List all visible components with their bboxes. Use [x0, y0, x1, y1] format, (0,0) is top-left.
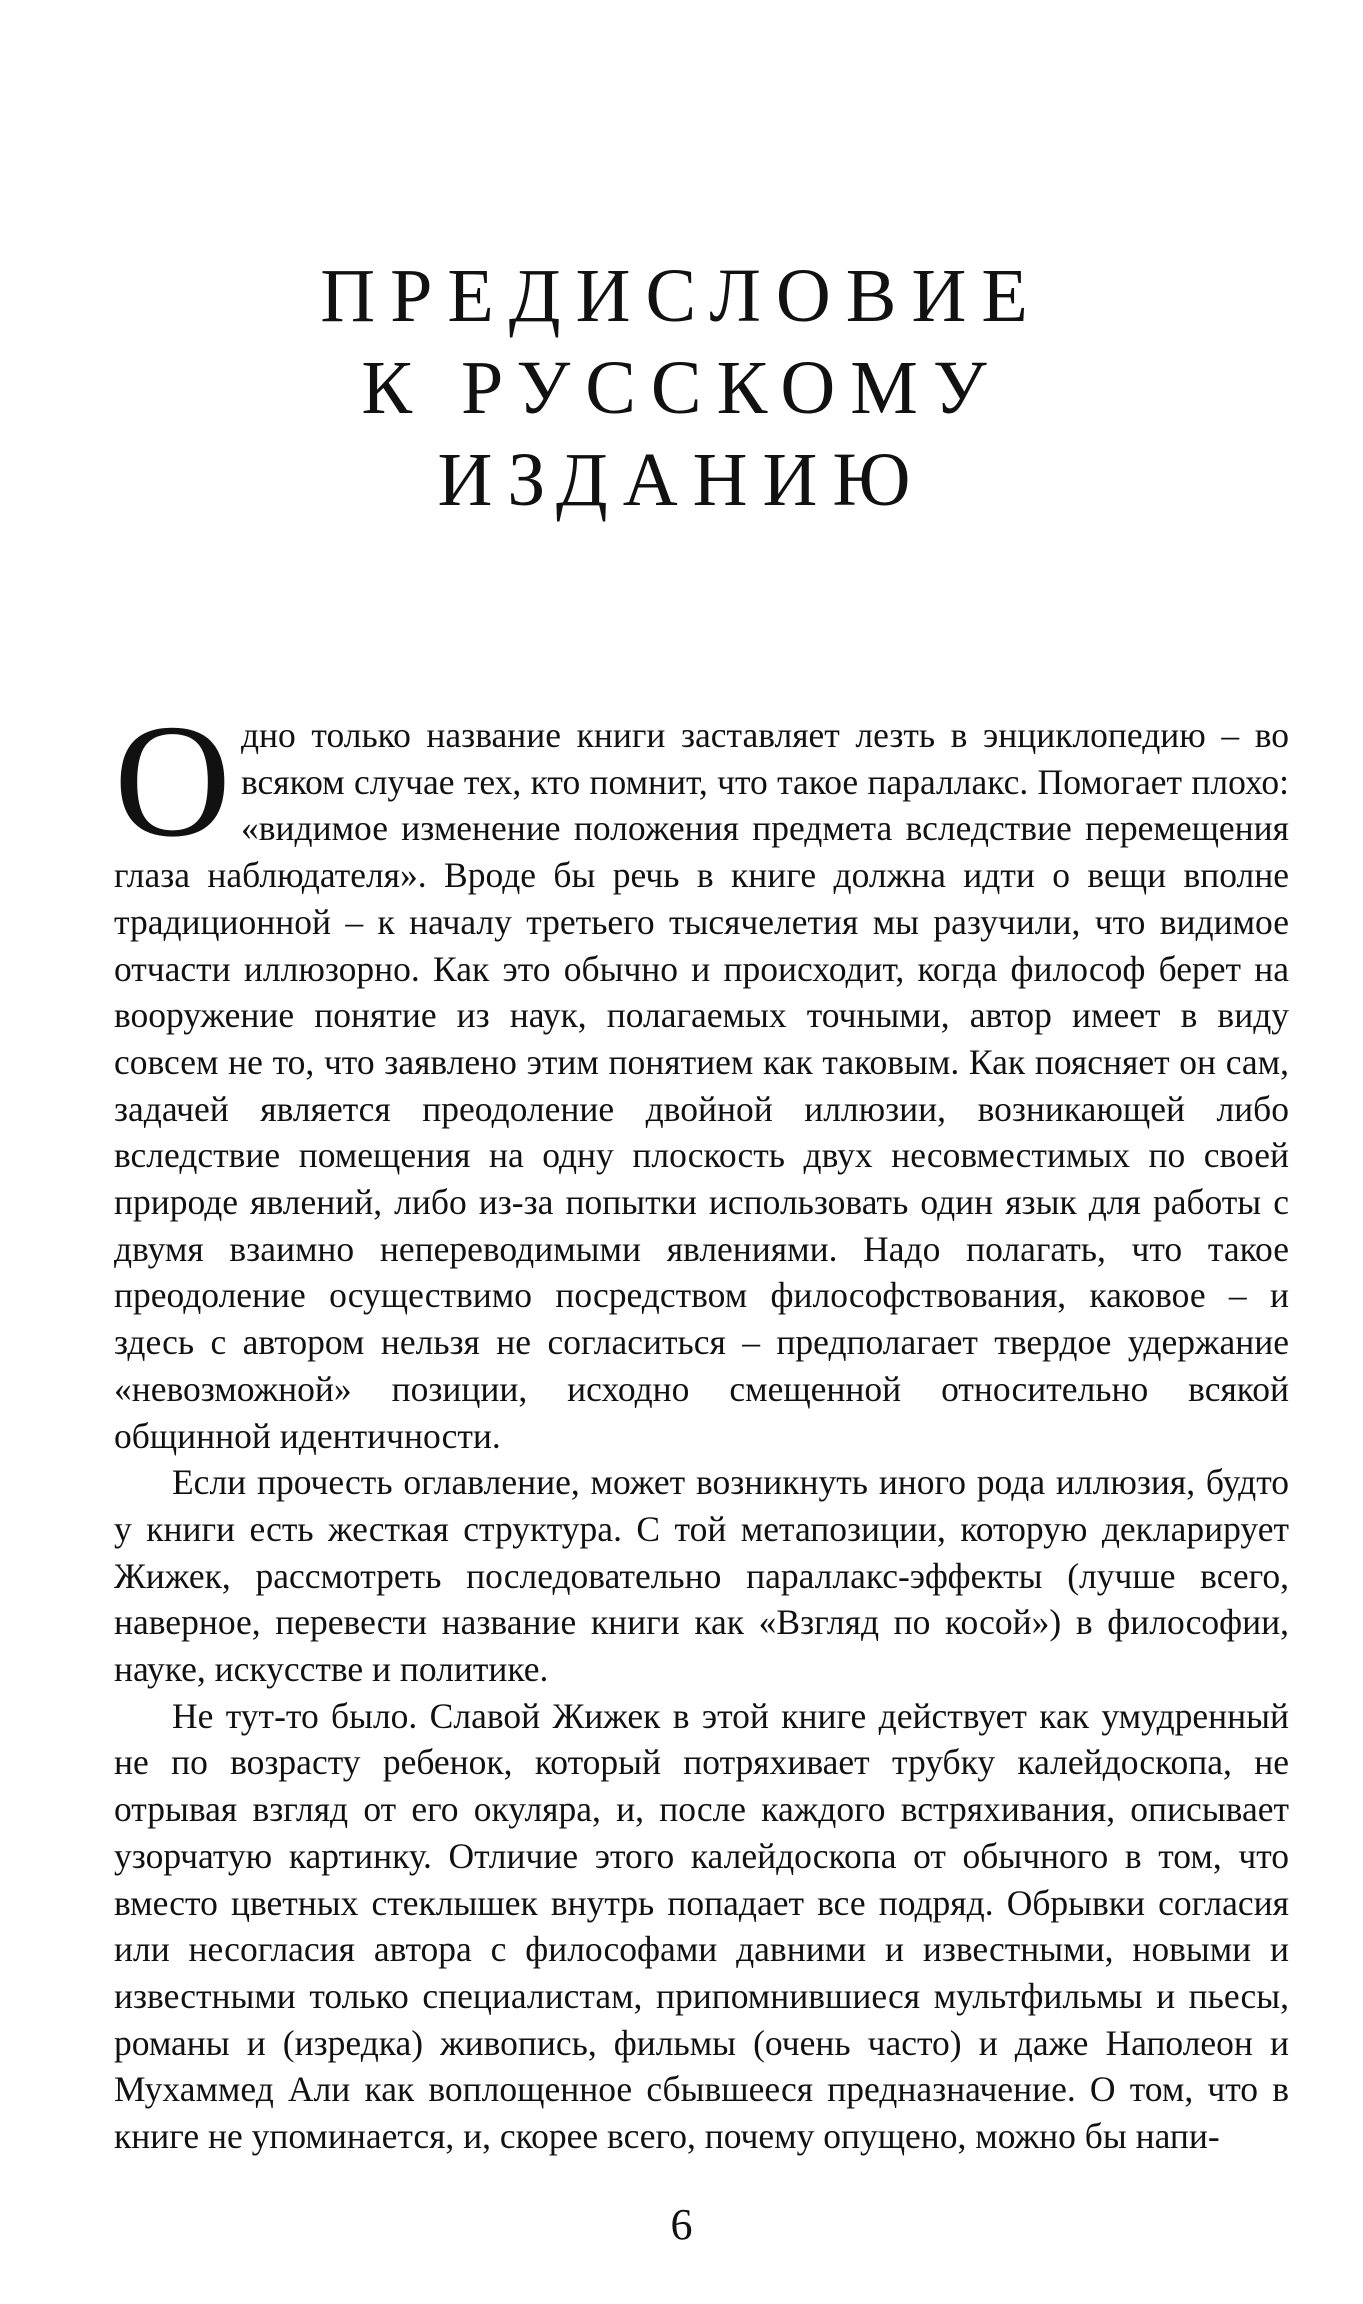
paragraph-2: Если прочесть оглавление, может возникнуть иного рода иллюзия, будто у книги есть жесткая структура. С той метапозиции, которую декларирует Жижек, рассмотреть последовательно параллакс-эффекты (лучше всего, наверное, перевести название книги как «Взгляд по косой») в философии, науке, искусстве и политике. [114, 1462, 1289, 1690]
heading-line-3: ИЗДАНИЮ [437, 438, 926, 522]
body-text [114, 692, 1289, 2160]
drop-cap: О [114, 692, 231, 871]
chapter-heading [0, 250, 1363, 526]
heading-line-1: ПРЕДИСЛОВИЕ [320, 254, 1043, 338]
heading-line-2: К РУССКОМУ [361, 346, 1002, 430]
page-number: 6 [670, 2200, 693, 2249]
paragraph-1-text: дно только название книги заставляет лезть в энциклопедию – во всяком случае тех, кто помнит, что такое параллакс. Помогает плохо: «видимое изменение положения предмета вследствие перемещения глаза наблюдателя». Вроде бы речь в книге должна идти о вещи вполне традиционной – к началу третьего тысячелетия мы разучили, что видимое отчасти иллюзорно. Как это обычно и происходит, когда философ берет на вооружение понятие из наук, полагаемых точными, автор имеет в виду совсем не то, что заявлено этим понятием как таковым. Как поясняет он сам, задачей является преодоление двойной иллюзии, возникающей либо вследствие помещения на одну плоскость двух несовместимых по своей природе явлений, либо из-за попытки использовать один язык для работы с двумя взаимно непереводимыми явлениями. Надо полагать, что такое преодоление осуществимо посредством философствования, каковое – и здесь с автором нельзя не согласиться – предполагает твердое удержание «невозможной» позиции, исходно смещенной относительно всякой общинной идентичности. [114, 715, 1289, 1456]
paragraph-3: Не тут-то было. Славой Жижек в этой книге действует как умудренный не по возрасту ребенок, который потряхивает трубку калейдоскопа, не отрывая взгляд от его окуляра, и, после каждого встряхивания, описывает узорчатую картинку. Отличие этого калейдоскопа от обычного в том, что вместо цветных стеклышек внутрь попадает все подряд. Обрывки согласия или несогласия автора с философами давними и известными, новыми и известными только специалистам, припомнившиеся мультфильмы и пьесы, романы и (изредка) живопись, фильмы (очень часто) и даже Наполеон и Мухаммед Али как воплощенное сбывшееся предназначение. О том, что в книге не упоминается, и, скорее всего, почему опущено, можно бы напи- [114, 1695, 1289, 2157]
paragraph-1 [114, 692, 1289, 1459]
